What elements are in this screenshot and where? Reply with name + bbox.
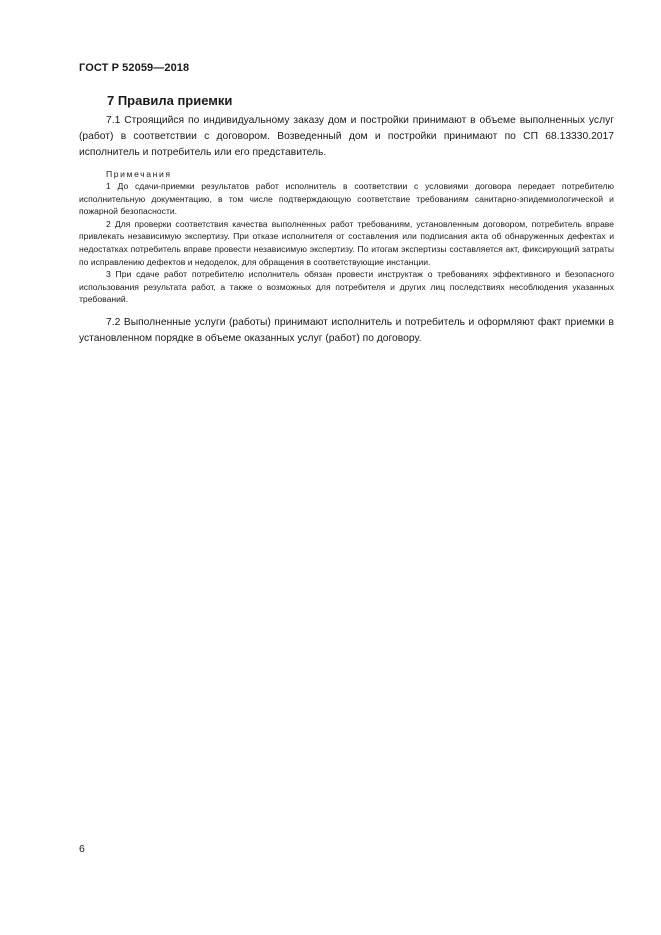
section-body bbox=[79, 113, 614, 347]
note-item-3: 3 При сдаче работ потребителю исполнитель обязан провести инструктаж о требованиях эффективного и безопасного использования результата работ, а также о возможных для потребителя и других лиц последствиях несоблюдения указанных требований. bbox=[79, 269, 614, 305]
clause-7-2: 7.2 Выполненные услуги (работы) принимают исполнитель и потребитель и оформляют факт приемки в установленном порядке в объеме оказанных услуг (работ) по договору. bbox=[79, 316, 614, 344]
page-number: 6 bbox=[79, 843, 85, 855]
note-item-1: 1 До сдачи-приемки результатов работ исполнитель в соответствии с условиями договора передает потребителю исполнительную документацию, в том числе подтверждающую соответствие требованиям санитарно-эпидемиологической и пожарной безопасности. bbox=[79, 181, 614, 217]
notes-title: Примечания bbox=[106, 169, 172, 179]
notes-block bbox=[79, 168, 614, 306]
clause-7-1: 7.1 Строящийся по индивидуальному заказу дом и постройки принимают в объеме выполненных услуг (работ) в соответствии с договором. Возведенный дом и постройки принимают по СП 68.13330.2017 исполнитель и потребитель или его представитель. bbox=[79, 115, 614, 158]
section-title: 7 Правила приемки bbox=[107, 93, 233, 108]
note-item-2: 2 Для проверки соответствия качества выполненных работ требованиям, установленным договором, потребитель вправе привлекать независимую экспертизу. При отказе исполнителя от составления или подписания акта об обнаруженных дефектах и недостатках потребитель вправе провести независимую экспертизу. По итогам экспертизы составляется акт, фиксирующий затраты по исправлению дефектов и недоделок, для обращения в соответствующие инстанции. bbox=[79, 218, 614, 267]
document-header-standard-id: ГОСТ Р 52059—2018 bbox=[79, 62, 190, 74]
